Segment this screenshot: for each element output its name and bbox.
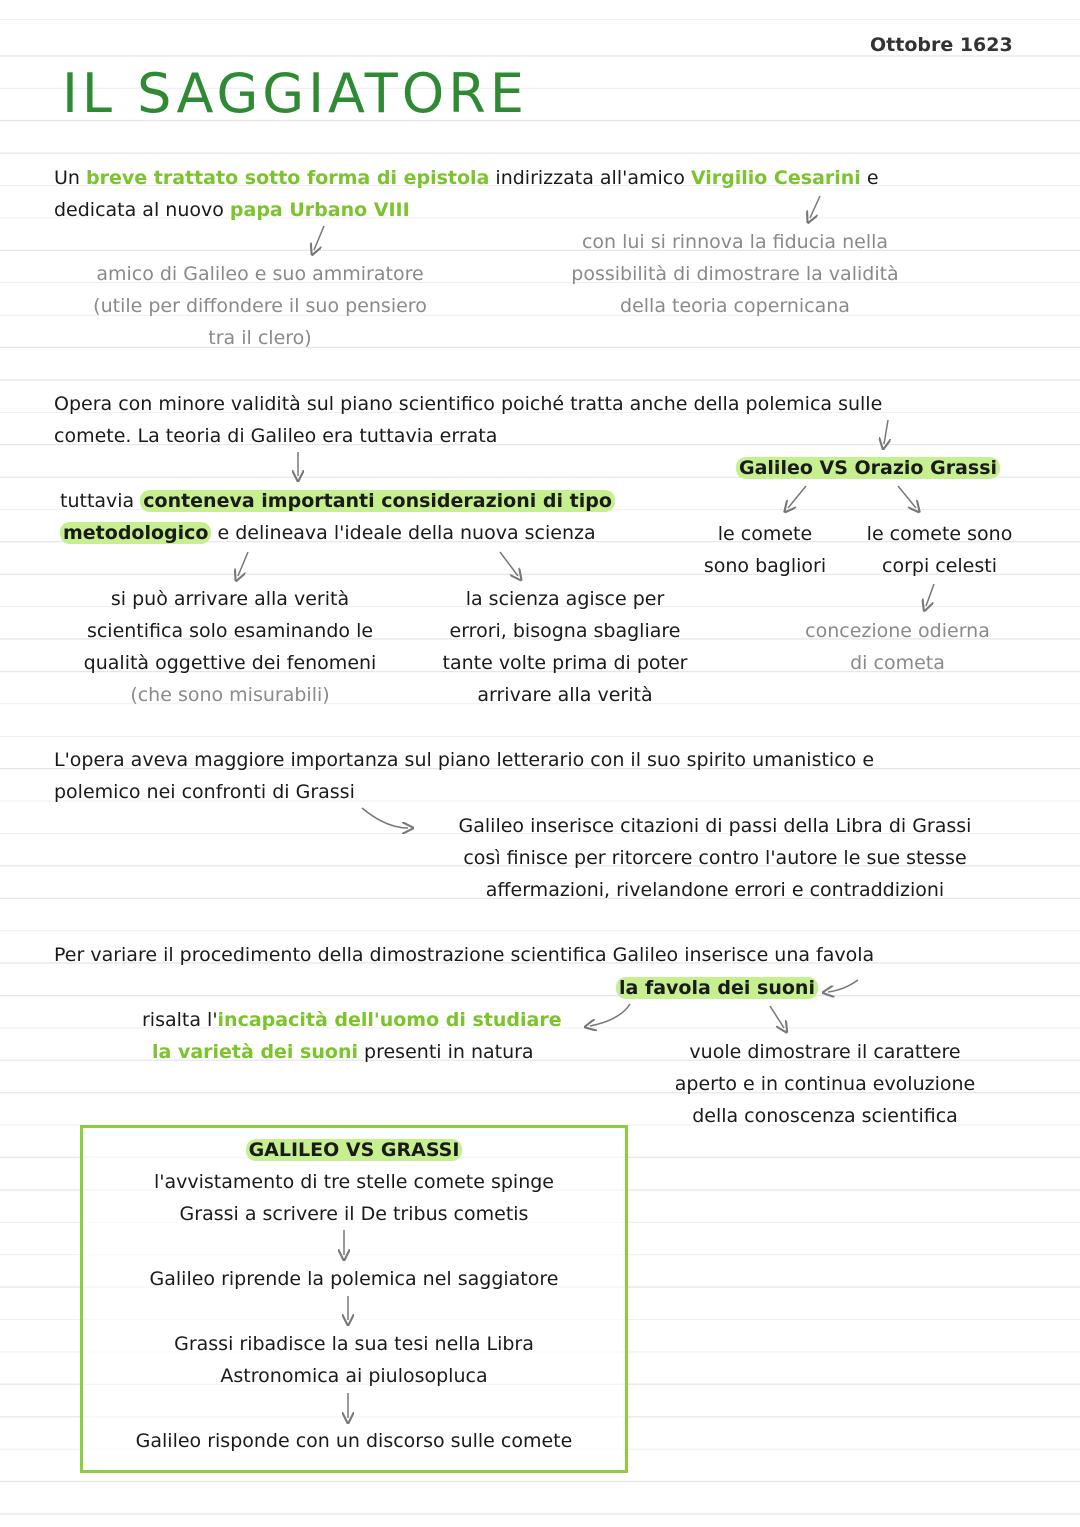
box-step3-2: Astronomica ai piulosopluca [220, 1365, 488, 1387]
comete-grassi-2: corpi celesti [882, 555, 997, 577]
box-step1-1: l'avvistamento di tre stelle comete spinge [153, 1171, 554, 1193]
section4-line-1: Per variare il procedimento della dimostrazione scientifica Galileo inserisce una favola [54, 944, 875, 966]
arrow-method-mid [500, 552, 518, 576]
arrow-polemica [884, 420, 888, 444]
arrow-cesarini [810, 196, 820, 218]
method-note-left-2: scientifica solo esaminando le [86, 620, 374, 642]
arrow-favola-left [590, 1004, 630, 1026]
section2-method-2: metodologico e delineava l'ideale della nuova scienza [60, 517, 596, 549]
arrow-vs-left [788, 486, 806, 508]
comete-note-2: di cometa [850, 652, 945, 674]
section2-method-1: tuttavia conteneva importanti considerazioni di tipo [60, 485, 615, 517]
box-step1-2: Grassi a scrivere il De tribus cometis [179, 1203, 529, 1225]
urbano-note-1: amico di Galileo e suo ammiratore [96, 263, 424, 285]
urbano-note-2: (utile per diffondere il suo pensiero [93, 295, 427, 317]
method-note-mid-4: arrivare alla verità [477, 684, 653, 706]
cesarini-note-1: con lui si rinnova la fiducia nella [581, 231, 889, 253]
section3-line-1: L'opera aveva maggiore importanza sul piano letterario con il suo spirito umanistico e [54, 749, 875, 771]
urbano-note-3: tra il clero) [208, 327, 312, 349]
favola-right-3: della conoscenza scientifica [692, 1105, 958, 1127]
favola-left-1: risalta l'incapacità dell'uomo di studiare [142, 1009, 562, 1031]
arrow-method-left [238, 552, 248, 576]
box-step2: Galileo riprende la polemica nel saggiatore [149, 1268, 559, 1290]
highlight-urbano: papa Urbano VIII [229, 199, 410, 221]
intro-line-1: Un breve trattato sotto forma di epistola indirizzata all'amico Virgilio Cesarini e [54, 167, 879, 189]
comete-galileo-2: sono bagliori [703, 555, 827, 577]
method-note-mid-3: tante volte prima di poter [442, 652, 688, 674]
arrow-comete [926, 584, 934, 606]
section2-line-2: comete. La teoria di Galileo era tuttavia errata [54, 425, 498, 447]
method-note-left-3: qualità oggettive dei fenomeni [83, 652, 377, 674]
cesarini-note-2: possibilità di dimostrare la validità [571, 263, 899, 285]
favola-right-2: aperto e in continua evoluzione [674, 1073, 976, 1095]
method-note-mid-1: la scienza agisce per [465, 588, 665, 610]
section3-line-2: polemico nei confronti di Grassi [54, 781, 355, 803]
arrow-vs-right [898, 486, 916, 508]
comete-galileo-1: le comete [717, 523, 813, 545]
box-title: GALILEO VS GRASSI [83, 1134, 625, 1166]
comete-note-1: concezione odierna [805, 620, 990, 642]
arrow-polemico [362, 808, 408, 828]
highlight-trattato: breve trattato sotto forma di epistola [86, 167, 490, 189]
comete-grassi-1: le comete sono [866, 523, 1013, 545]
box-step3-1: Grassi ribadisce la sua tesi nella Libra [174, 1333, 534, 1355]
section3-note-3: affermazioni, rivelandone errori e contraddizioni [485, 879, 945, 901]
intro-line-2: dedicata al nuovo papa Urbano VIII [54, 199, 410, 221]
favola-label: la favola dei suoni [616, 972, 818, 1004]
section3-note-2: così finisce per ritorcere contro l'autore le sue stesse [463, 847, 967, 869]
box-step4: Galileo risponde con un discorso sulle comete [135, 1430, 573, 1452]
galileo-vs-grassi-label: Galileo VS Orazio Grassi [736, 452, 1000, 484]
arrow-favola-right [770, 1006, 784, 1028]
arrow-favola-in [828, 980, 858, 992]
favola-right-1: vuole dimostrare il carattere [689, 1041, 961, 1063]
highlight-cesarini: Virgilio Cesarini [690, 167, 861, 189]
page-title: IL SAGGIATORE [62, 62, 528, 125]
section2-line-1: Opera con minore validità sul piano scientifico poiché tratta anche della polemica sulle [54, 393, 883, 415]
method-note-left-4: (che sono misurabili) [130, 684, 330, 706]
method-note-left-1: si può arrivare alla verità [110, 588, 350, 610]
favola-left-2: la varietà dei suoni presenti in natura [152, 1041, 534, 1063]
date-label: Ottobre 1623 [870, 34, 1013, 56]
method-note-mid-2: errori, bisogna sbagliare [449, 620, 681, 642]
section3-note-1: Galileo inserisce citazioni di passi della Libra di Grassi [458, 815, 972, 837]
arrow-urbano [314, 226, 324, 250]
cesarini-note-3: della teoria copernicana [620, 295, 850, 317]
